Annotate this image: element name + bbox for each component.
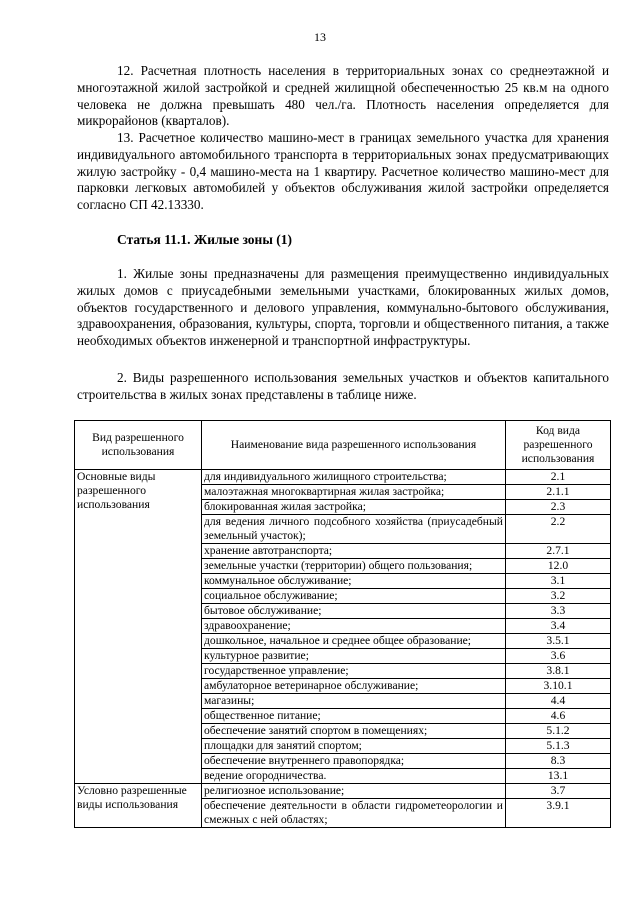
use-name-cell: хранение автотранспорта; xyxy=(202,544,506,559)
article-heading: Статья 11.1. Жилые зоны (1) xyxy=(117,232,292,247)
use-name-cell: общественное питание; xyxy=(202,709,506,724)
use-name-cell: земельные участки (территории) общего пользования; xyxy=(202,559,506,574)
use-name-cell: государственное управление; xyxy=(202,664,506,679)
paragraph-12-text: 12. Расчетная плотность населения в территориальных зонах со среднеэтажной и многоэтажной жилой застройкой и средней жилищной обеспеченностью 25 кв.м на одного человека не должна превышать 480 чел./га. Плотность населения определяется для микрорайонов (кварталов). xyxy=(77,63,609,129)
use-code-cell: 5.1.2 xyxy=(506,724,611,739)
use-name-cell: коммунальное обслуживание; xyxy=(202,574,506,589)
use-name-cell: обеспечение внутреннего правопорядка; xyxy=(202,754,506,769)
header-use-name: Наименование вида разрешенного использования xyxy=(202,421,506,470)
use-code-cell: 3.2 xyxy=(506,589,611,604)
paragraph-13-text: 13. Расчетное количество машино-мест в границах земельного участка для хранения индивидуального автомобильного транспорта в территориальных зонах предусматривающих жилую застройку - 0,4 машино-места на 1 квартиру. Расчетное количество машино-мест для парковки легковых автомобилей у объектов обслуживания жилой застройки определяется согласно СП 42.13330. xyxy=(77,130,609,213)
use-name-cell: здравоохранение; xyxy=(202,619,506,634)
category-cell: Основные виды разрешенного использования xyxy=(75,470,202,784)
page-number: 13 xyxy=(314,30,326,44)
item-1-text: 1. Жилые зоны предназначены для размещения преимущественно индивидуальных жилых домов с приусадебными земельными участками, блокированных жилых домов, объектов государственного и делового управления, коммунально-бытового обслуживания, здравоохранения, образования, культуры, спорта, торговли и общественного питания, а также необходимых объектов инженерной и транспортной инфраструктуры. xyxy=(77,266,609,349)
use-code-cell: 3.6 xyxy=(506,649,611,664)
use-name-cell: ведение огородничества. xyxy=(202,769,506,784)
use-code-cell: 2.1 xyxy=(506,470,611,485)
table-body xyxy=(75,470,611,828)
use-code-cell: 3.7 xyxy=(506,784,611,799)
use-name-cell: амбулаторное ветеринарное обслуживание; xyxy=(202,679,506,694)
use-name-cell: для ведения личного подсобного хозяйства (приусадебный земельный участок); xyxy=(202,515,506,544)
table-row xyxy=(75,784,611,799)
use-name-cell: блокированная жилая застройка; xyxy=(202,500,506,515)
item-2 xyxy=(77,370,609,404)
table-header-row xyxy=(75,421,611,470)
use-name-cell: бытовое обслуживание; xyxy=(202,604,506,619)
use-name-cell: религиозное использование; xyxy=(202,784,506,799)
use-code-cell: 3.8.1 xyxy=(506,664,611,679)
use-code-cell: 3.3 xyxy=(506,604,611,619)
use-name-cell: обеспечение занятий спортом в помещениях; xyxy=(202,724,506,739)
use-code-cell: 4.4 xyxy=(506,694,611,709)
land-use-table xyxy=(74,420,611,828)
use-name-cell: культурное развитие; xyxy=(202,649,506,664)
use-code-cell: 3.9.1 xyxy=(506,799,611,828)
item-1 xyxy=(77,266,609,350)
use-code-cell: 4.6 xyxy=(506,709,611,724)
header-use-code: Код вида разрешенного использования xyxy=(506,421,611,470)
use-code-cell: 3.4 xyxy=(506,619,611,634)
use-code-cell: 2.1.1 xyxy=(506,485,611,500)
use-code-cell: 2.2 xyxy=(506,515,611,544)
use-name-cell: площадки для занятий спортом; xyxy=(202,739,506,754)
category-cell: Условно разрешенные виды использования xyxy=(75,784,202,828)
use-code-cell: 2.7.1 xyxy=(506,544,611,559)
paragraph-13 xyxy=(77,130,609,214)
use-name-cell: малоэтажная многоквартирная жилая застройка; xyxy=(202,485,506,500)
use-code-cell: 13.1 xyxy=(506,769,611,784)
paragraph-12 xyxy=(77,63,609,130)
use-name-cell: магазины; xyxy=(202,694,506,709)
header-use-type: Вид разрешенного использования xyxy=(75,421,202,470)
use-code-cell: 3.10.1 xyxy=(506,679,611,694)
use-name-cell: дошкольное, начальное и среднее общее образование; xyxy=(202,634,506,649)
use-code-cell: 12.0 xyxy=(506,559,611,574)
use-name-cell: обеспечение деятельности в области гидрометеорологии и смежных с ней областях; xyxy=(202,799,506,828)
use-code-cell: 3.5.1 xyxy=(506,634,611,649)
item-2-text: 2. Виды разрешенного использования земельных участков и объектов капитального строительства в жилых зонах представлены в таблице ниже. xyxy=(77,370,609,402)
use-code-cell: 2.3 xyxy=(506,500,611,515)
table-row xyxy=(75,470,611,485)
use-name-cell: для индивидуального жилищного строительства; xyxy=(202,470,506,485)
use-code-cell: 5.1.3 xyxy=(506,739,611,754)
use-name-cell: социальное обслуживание; xyxy=(202,589,506,604)
use-code-cell: 3.1 xyxy=(506,574,611,589)
use-code-cell: 8.3 xyxy=(506,754,611,769)
